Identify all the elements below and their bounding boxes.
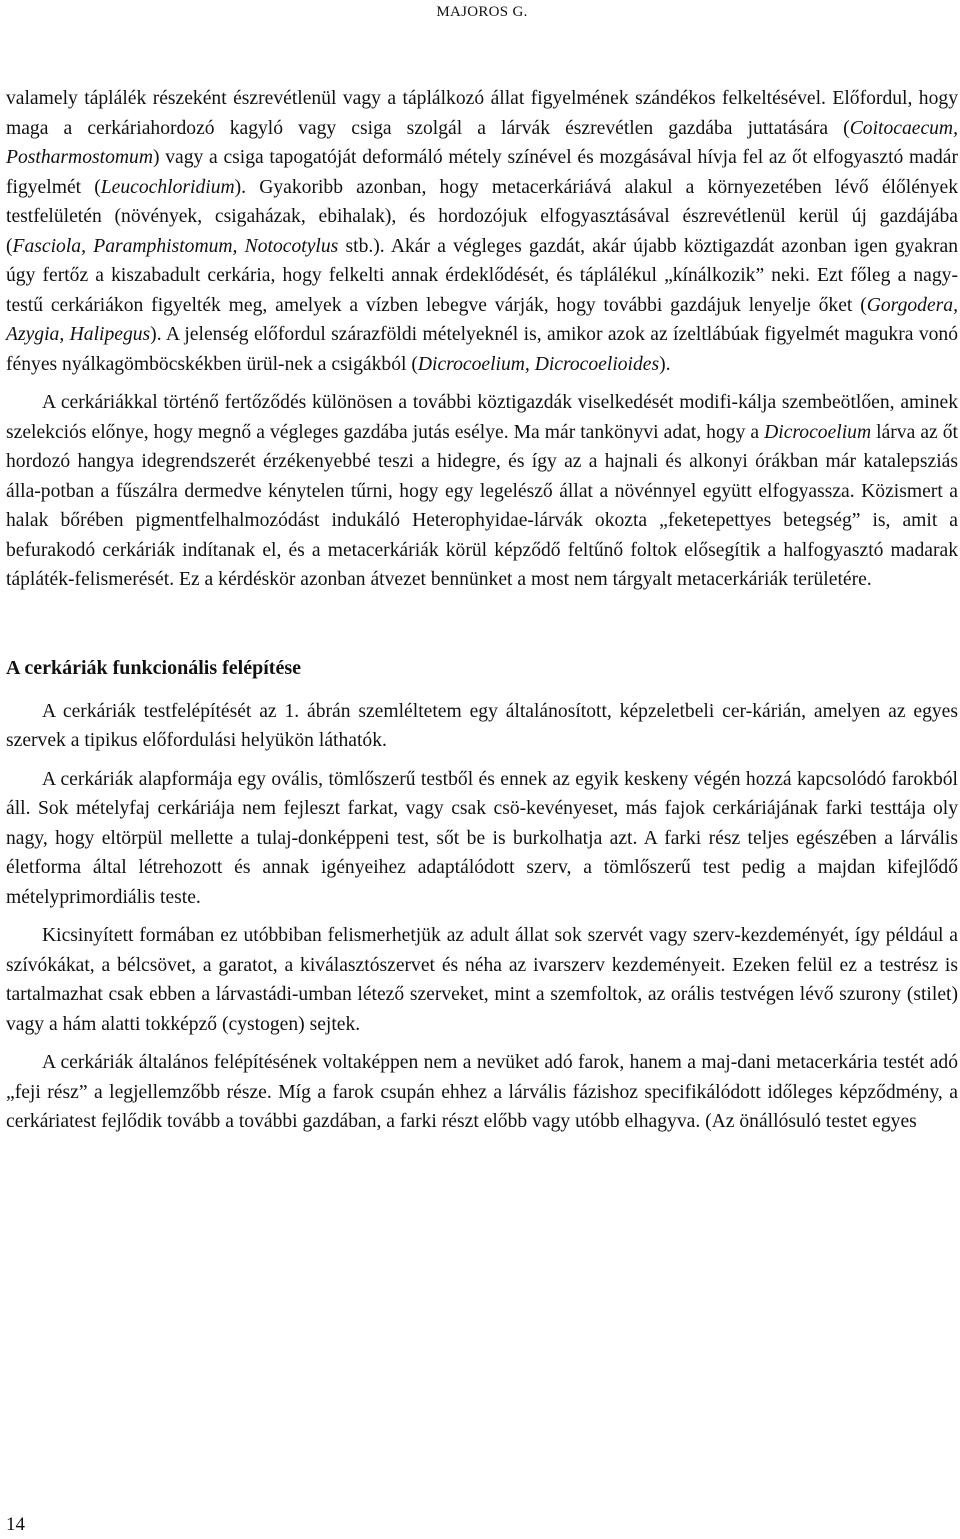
- paragraph-p3: [6, 697, 958, 756]
- text-run: valamely táplálék részeként észrevétlenül vagy a táplálkozó állat figyelmének szándékos felkeltésével. Előfordul, hogy maga a cerkáriahordozó kagyló vagy csiga szolgál a lárvák észrevétlen gazdába juttatására (: [6, 88, 958, 139]
- paragraph-p5: [6, 921, 958, 1039]
- paragraph-p6: [6, 1048, 958, 1137]
- paragraph-p4: [6, 765, 958, 913]
- text-run: A cerkáriák alapformája egy ovális, tömlőszerű testből és ennek az egyik keskeny végén hozzá kapcsolódó farokból áll. Sok mételyfaj cerkáriája nem fejleszt farkat, vagy csak csö-kevényeset, más fajok cerkáriájának farki testtája oly nagy, hogy eltörpül mellette a tulaj-donképpeni test, sőt be is burkolhatja azt. A farki rész teljes egészében a lárvális életforma által létrehozott és annak igényeihez adaptálódott szerv, a tömlőszerű test pedig a majdan kifejlődő mételyprimordiális teste.: [6, 768, 958, 908]
- taxon-name: Fasciola, Paramphistomum, Notocotylus: [12, 235, 339, 257]
- text-run: lárva az őt hordozó hangya idegrendszerét érzékenyebbé teszi a hidegre, és így az a hajnali és alkonyi órákban már katalepsziás álla-potban a fűszálra dermedve kénytelen tűrni, hogy egy legelésző állat a növénnyel együtt elfogyassza. Közismert a halak bőrében pigmentfelhalmozódást indukáló Heterophyidae-lárvák okozta „feketepettyes betegség” is, amit a befurakodó cerkáriák indítanak el, és a metacerkáriák körül képződő feltűnő foltok elősegítik a halfogyasztó madarak tápláték-felismerését. Ez a kérdéskör azonban átvezet bennünket a most nem tárgyalt metacerkáriák területére.: [6, 421, 958, 590]
- text-run: A cerkáriák testfelépítését az 1. ábrán szemléltetem egy általánosított, képzeletbeli cer-kárián, amelyen az egyes szervek a tipikus előfordulási helyükön láthatók.: [6, 700, 958, 751]
- text-run: ). A jelenség előfordul szárazföldi mételyeknél is, amikor azok az ízeltlábúak figyelmét magukra vonó fényes nyálkagömböcskékben ürül-nek a csigákból (: [6, 324, 959, 375]
- text-run: ). Gyakoribb azonban, hogy metacerkáriává alakul a környezetében lévő élőlények testfelületén (növények, csigaházak, ebihalak), és hordozójuk elfogyasztásával észrevétlenül kerül új gazdájába (: [6, 176, 958, 257]
- text-run: A cerkáriák általános felépítésének voltaképpen nem a nevüket adó farok, hanem a maj-dani metacerkária testét adó „feji rész” a legjellemzőbb része. Míg a farok csupán ehhez a lárvális fázishoz specifikálódott időleges képződmény, a cerkáriatest fejlődik tovább a további gazdában, a farki részt előbb vagy utóbb elhagyva. (Az önállósuló testet egyes: [6, 1052, 958, 1132]
- text-run: A cerkáriákkal történő fertőződés különösen a további köztigazdák viselkedését modifi-kálja szembeötlően, aminek szelekciós előnye, hogy megnő a végleges gazdába jutás esélye. Ma már tankönyvi adat, hogy a: [6, 392, 958, 443]
- text-run: A cerkáriák funkcionális felépítése: [6, 656, 301, 679]
- taxon-name: Coitocaecum, Postharmostomum: [6, 117, 958, 168]
- taxon-name: Leucochloridium: [100, 176, 235, 198]
- text-run: stb.). Akár a végleges gazdát, akár újabb köztigazdát azonban igen gyakran úgy fertőz a kiszabadult cerkária, hogy felkelti annak érdeklődését, és táplálékul „kínálkozik” neki. Ezt főleg a nagy-testű cerkáriákon figyelték meg, amelyek a vízben lebegve várják, hogy további gazdájuk lenyelje őket (: [6, 235, 958, 316]
- body-text: [6, 84, 958, 1137]
- text-run: ).: [659, 353, 671, 375]
- paragraph-p1: [6, 84, 958, 379]
- taxon-name: Dicrocoelium: [764, 421, 872, 443]
- running-head: [6, 4, 958, 21]
- page-number: 14: [6, 1514, 25, 1535]
- taxon-name: Dicrocoelium, Dicrocoelioides: [417, 353, 660, 375]
- paragraph-p2: [6, 388, 958, 595]
- section-heading: [6, 653, 958, 683]
- running-head-text: MAJOROS G.: [436, 4, 528, 20]
- text-run: ) vagy a csiga tapogatóját deformáló métely színével és mozgásával hívja fel az őt elfogyasztó madár figyelmét (: [6, 147, 958, 198]
- taxon-name: Gorgodera, Azygia, Halipegus: [6, 294, 958, 345]
- document-page: [6, 0, 958, 1539]
- text-run: Kicsinyített formában ez utóbbiban felismerhetjük az adult állat sok szervét vagy szerv-kezdeményét, így például a szívókákat, a bélcsövet, a garatot, a kiválasztószervet és néha az ivarszerv kezdeményeit. Ezeken felül ez a testrész is tartalmazhat csak ebben a lárvastádi-umban létező szerveket, mint a szemfoltok, az orális testvégen lévő szurony (stilet) vagy a hám alatti tokképző (cystogen) sejtek.: [6, 925, 958, 1035]
